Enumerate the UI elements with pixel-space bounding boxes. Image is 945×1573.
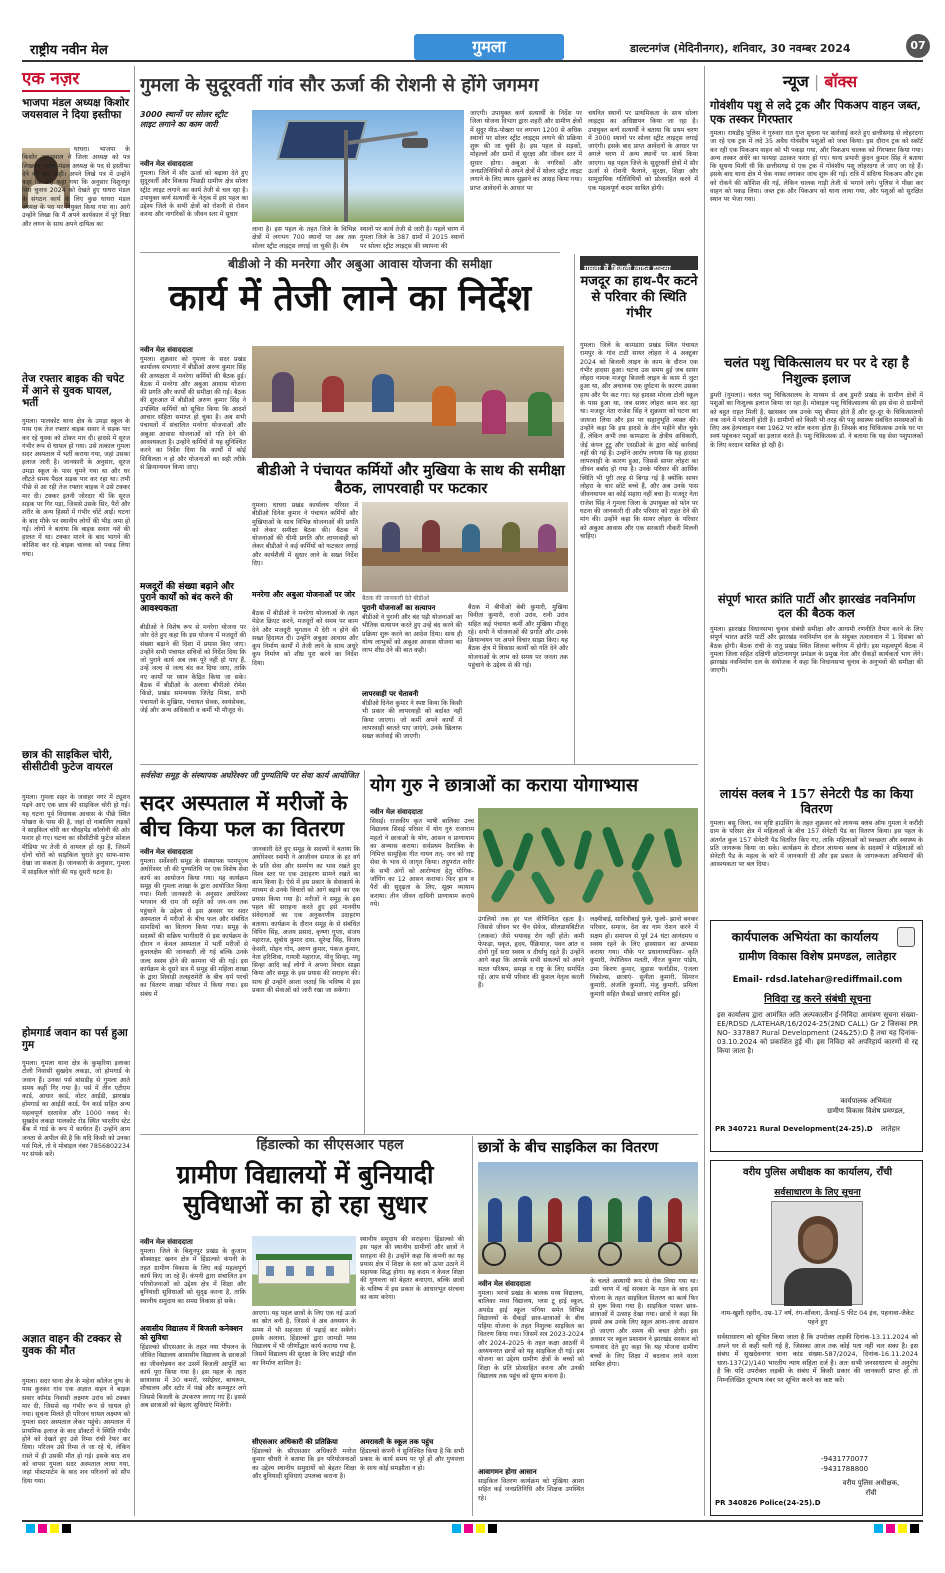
ghaghra-headline: बीडीओ ने पंचायत कर्मियों और मुखिया के साथ की समीक्षा बैठक, लापरवाही पर फटकार [257, 462, 565, 497]
story-title: अज्ञात वाहन की टक्कर से युवक की मौत [22, 1333, 122, 1357]
story-title: चलंत पशु चिकित्सालय घर पर दे रहा है निशुल्क इलाज [724, 356, 909, 387]
mazdoor-kicker: गुमला में बिजली लाइन हादसा [580, 256, 698, 270]
story-text: बैठक में बीडीओ ने मनरेगा योजनाओं के तहत मेडेज क्रिएट करने, मजदूरों को समय पर काम देने और मजदूरी भुगतान में देरी न होने की सख्त हिदायत दी। उन्होंने अबुआ आवास और कूप निर्माण कार्यों में तेजी लाने के साथ अधूरे कूप निर्माण को शीघ्र पूरा करने का निर्देश दिया। [252, 610, 358, 667]
color-swatch [38, 1524, 47, 1533]
story-text: गुमला। भरनो प्रखंड के बालक मध्य विद्यालय, बालिका मध्य विद्यालय, प्लस टू हाई स्कूल, अपग्रेड हाई स्कूल पगिया समेत विभिन्न विद्यालयों के सैकड़ों छात्र-छात्राओं के बीच पहिया योजना के तहत निशुल्क साइकिल का वितरण किया गया। जिसमें सत्र 2023-2024 और 2024-2025 के तहत कक्षा आठवीं में अध्ययनरत छात्रों को यह साइकिल दी गई। इस योजना का उद्देश्य ग्रामीण क्षेत्रों के बच्चों को शिक्षा के प्रति प्रोत्साहित करना और उनकी विद्यालय तक पहुंच को सुगम बनाना है। [478, 1290, 584, 1380]
section-rule [140, 764, 698, 765]
story-text: गुमला। जिले के बिशुनपुर प्रखंड के कुजाम बॉक्साइट खनन क्षेत्र में हिंडाल्को कंपनी के तहत ग्रामीण विकास के लिए कई महत्वपूर्ण कार्य किए जा रहे हैं। कंपनी द्वारा संचालित इन परियोजनाओं को उद्देश्य क्षेत्र में शिक्षा और बुनियादी सुविधाओं को सुदृढ़ करना है, ताकि स्थानीय समुदाय का समग्र विकास हो सके। [140, 1248, 246, 1305]
story-title: संपूर्ण भारत क्रांति पार्टी और झारखंड नवनिर्माण दल की बैठक कल [717, 592, 916, 620]
sub-heading: आवागमन होगा आसान [478, 1468, 537, 1476]
color-swatch [26, 1524, 35, 1533]
story-text: आएगा। यह पहल छात्रों के लिए एक नई ऊर्जा का स्रोत बनी है, जिससे वे अब अध्ययन के समय में भी सहजता से पढ़ाई कर सकेंगे। इसके अलावा, हिंडाल्को द्वारा जामडी मध्य विद्यालय में भी जीर्णोद्धार कार्य कराया गया है, जिसमें विद्यालय की सुरक्षा के लिए बाउंड्री वॉल का निर्माण शामिल है। [252, 1310, 356, 1367]
ad-title: कार्यपालक अभियंता का कार्यालय [731, 930, 879, 944]
ad-subtitle: ग्रामीण विकास विशेष प्रमण्डल, लातेहार [738, 950, 897, 963]
school-kicker: हिंडाल्को का सीएसआर पहल [256, 1137, 404, 1153]
story-text: गुमला। शुक्रवार को गुमला के सदर प्रखंड कार्यालय सभागार में बीडीओ अरुण कुमार सिंह की अध्यक्षता में मनरेगा कर्मियों की बैठक हुई। बैठक में मनरेगा और अबुआ आवास योजना की प्रगति और कार्यों की समीक्षा की गई। बैठक की शुरुआत में बीडीओ अरुण कुमार सिंह ने उपस्थित कर्मियों को सूचित किया कि आदर्श आचार संहिता समाप्त हो चुका है। अब सभी पंचायतों में संचालित मनरेगा योजनाओं और अबुआ आवास योजनाओं को गति देने की आवश्यकता है। उन्होंने कर्मियों से यह सुनिश्चित करने का निर्देश दिया कि कार्यों में कोई शिथिलता न हो और योजनाओं का सही तरीके से क्रियान्वयन किया जाए। [140, 356, 246, 471]
ek-nazar-label: एक नज़र [22, 66, 130, 92]
phone-number: -9431770077 [821, 1455, 869, 1463]
bdo-meeting-photo [252, 346, 564, 458]
story-text: गुमला। सर्वेश्वरी समूह के संस्थापक परमपूज्य अघोरेश्वर जी की पुण्यतिथि पर एक विशेष सेवा कार्य का आयोजन किया गया। यह कार्यक्रम समूह की गुमला शाखा के द्वारा आयोजित किया गया। मिली जानकारी के अनुसार अघोरेश्वर भगवान श्री राम जी स्मृति को जन-जन तक पहुंचाने के उद्देश्य से इस अवसर पर सदर अस्पताल में मरीजों के बीच फल और संबंधित सामग्रियों का वितरण किया गया। समूह के सदस्यों की सक्रिय भागीदारी से इस कार्यक्रम के दौरान न केवल अस्पताल में भर्ती मरीजों से कुशलक्षेम की जानकारी ली गई बल्कि उनके जल्द स्वस्थ होने की कामना भी की गई। इस कार्यक्रम के दूसरे सत्र में समूह की महिला शाखा के द्वारा शिवाड़ी तलहरामेरी के बीच धर्म परचों का वितरण शाखा परिसर में किया गया। इस संबंध में [140, 858, 248, 998]
bdo-kicker: बीडीओ ने की मनरेगा और अबुआ आवास योजना की समीक्षा [228, 257, 492, 271]
story-text: साइकिल वितरण कार्यक्रम को मुखिया आशा सहित कई जनप्रतिनिधि और शिक्षक उपस्थित रहे। [478, 1478, 584, 1502]
color-swatch [452, 1524, 461, 1533]
story-text: बीडीओ ने पुरानी और बंद पड़ी योजनाओं का भौतिक सत्यापन करते हुए उन्हें बंद करने की प्रक्रिया शुरू करने का आदेश दिया। साथ ही योग्य लाभुकों को अबुआ आवास योजना का लाभ शीघ्र देने की बात कही। [362, 614, 462, 655]
color-swatch [886, 1524, 895, 1533]
story-text: लाना है। इस पहल के तहत जिले के विभिन्न क्षेत्रों में लगभग 700 स्थानों पर अब तक सोलर स्ट्रीट लाइट्स लगाई जा चुकी हैं। शेष [252, 226, 356, 250]
column-rule [574, 254, 575, 764]
story-title: छात्र की साइकिल चोरी, सीसीटीवी फुटेज वायरल [22, 749, 113, 773]
story-text: स्थानीय समुदाय की सराहना। हिंडाल्को की इस पहल की स्थानीय ग्रामीणों और छात्रों ने सराहना की है। उन्होंने कहा कि कंपनी का यह प्रयास क्षेत्र में शिक्षा के स्तर को ऊपर उठाने में सहायक सिद्ध होगा। यह कदम न केवल शिक्षा की गुणवत्ता को बेहतर बनाएगा, बल्कि छात्रों के भविष्य में इस प्रकार के आधारभूत संरचना का काम करेगा। [360, 1236, 464, 1302]
section-rule [140, 252, 560, 253]
column-rule [364, 770, 365, 1134]
story-text: घाघरा। भाजपा के किशोर जयसवाल ने जिला अध्यक्ष को पत्र लिखकर घाघरा मंडल अध्यक्ष के पद से इस्तीफा देने की बात कही। अपने लिखे पत्र में उन्होंने कहा कि उन्हें कहा गया कि अनुसार विशुनपुर विस चुनाव 2024 को देखते हुए घाघरा मंडल के संगठन कार्य के लिए कुछ घाघरा मंडल अध्यक्ष के पद पर नियुक्त किया गया था। आगे उन्होंने लिखा कि मैं अपने कार्यकाल में पूरे निष्ठा और लगन के साथ अपने दायित्व का [22, 146, 130, 228]
story-text: गुमला। रायडीह पुलिस ने गुरुवार रात गुप्त सूचना पर कार्रवाई करते हुए छत्तीसगढ़ से लोहरदगा जा रहे एक ट्रक में लदे 35 अवैध गोवंशीय पशुओं को जब्त किया। इस दौरान ट्रक को स्कॉर्ट कर रही एक पिकअप वाहन को भी पकड़ा गया, और पिकअप चालक को गिरफ्तार किया गया। अन्य तस्कर अंधेरे का फायदा उठाकर फरार हो गए। थाना प्रभारी कुंदन कुमार सिंह ने बताया कि सूचना मिली थी कि छत्तीसगढ़ से एक ट्रक में गोवंशीय पशु लोहरदगा ले जाए जा रहे हैं। इसके बाद थाना क्षेत्र में चेक नाका लगाकर जांच शुरू की गई। रात्रि में संदिग्ध पिकअप और ट्रक को रोकने की कोशिश की गई, लेकिन चालक गाड़ी तेजी से भगाने लगे। पुलिस ने पीछा कर वाहन को पकड़ लिया। जब्त ट्रक और पिकअप को थाना लाया गया, और पशुओं को सुरक्षित स्थान पर भेजा गया। [710, 130, 923, 204]
phone-number: -9431788800 [821, 1465, 869, 1473]
ek-nazar-column [22, 66, 130, 1516]
cycle-headline: छात्रों के बीच साइकिल का वितरण [478, 1139, 659, 1156]
story-text: जाएगी। उपायुक्त कर्ण सत्यार्थी के निर्देश पर जिला योजना विभाग द्वारा शहरी और ग्रामीण क्षेत्रों में सुदूर मीठ-पोखरा पर लगभग 1200 से अधिक स्थानों पर सोलर स्ट्रीट लाइट्स लगाने की प्रक्रिया शुरू की जा चुकी है। इस पहल से सड़कों, मोहल्लों और ग्रामों में सुरक्षा और जीवन स्तर में सुधार होगा। अबुआ के नगरिकों और जनप्रतिनिधियों से अपने क्षेत्रों में सोलर स्ट्रीट लाइट लगाने के लिए स्थान सुझाने का आग्रह किया गया। प्राप्त आवेदनों के आधार पर [470, 110, 582, 192]
story-title: भाजपा मंडल अध्यक्ष किशोर जयसवाल ने दिया इस्तीफा [22, 97, 130, 121]
sub-heading: मजदूरों की संख्या बढ़ाने और पुराने कार्यों को बंद करने की आवश्यकता [140, 582, 234, 614]
solar-callout: 3000 स्थानों पर सोलर स्ट्रीट लाइट लगाने का काम जारी [140, 110, 228, 129]
byline: नवीन मेल संवाददाता [140, 160, 193, 168]
story-text: गुमला। जिले में सौर ऊर्जा को बढ़ावा देते हुए सुदूरवर्ती और विकास पिछड़ी ग्रामीण क्षेत्र सोलर स्ट्रीट लाइट लगाने का कार्य तेजी से चल रहा है। उपायुक्त कर्ण सत्यार्थी के नेतृत्व में इस पहल का उद्देश्य जिले के सभी क्षेत्रों को रोशनी से रोशन करना और नागरिकों के जीवन स्तर में सुधार [140, 170, 248, 219]
color-swatch [910, 1524, 919, 1533]
story-title: तेज रफ्तार बाइक की चपेट में आने से युवक घायल, भर्ती [22, 373, 124, 409]
ad-notice-title: सर्वसाधारण के लिए सूचना [774, 1188, 861, 1198]
story-text: हिंडाल्को कंपनी ने सुनिश्चित किया है कि सभी प्रकार के कार्य समय पर पूरे हों और गुणवत्ता के साथ कोई समझौता न हो। [360, 1448, 464, 1472]
ad-pr-number: PR 340826 Police(24-25).D [715, 1499, 821, 1507]
story-text: डुमरी (गुमला)। चलंत पशु चिकित्सालय के माध्यम से अब डुमरी प्रखंड के ग्रामीण क्षेत्रों में पशुओं का निःशुल्क इलाज किया जा रहा है। मोबाइल पशु चिकित्सालय की इस सेवा से ग्रामीणों को बहुत राहत मिली है, खासकर जब उनके पशु बीमार होते हैं और दूर-दूर के चिकित्सालयों तक जाने में परेशानी होती है। ग्रामीणों को किसी भी तरह की पशु स्वास्थ्य संबंधित समस्याओं के लिए अब हेल्पलाइन नंबर 1962 पर कॉल करना होता है। जिसके बाद चिकित्सक उनके घर पर स्वयं पहुंचकर पशुओं का इलाज करते हैं। पशु चिकित्सक डॉ. ने बताया कि यह सेवा पशुपालकों के लिए वरदान साबित हो रही है। [710, 392, 923, 449]
section-rule [140, 1134, 698, 1135]
color-swatch [898, 1524, 907, 1533]
story-text: बीडीओ दिनेश कुमार ने स्पष्ट किया कि किसी भी प्रकार की लापरवाही को बर्दाश्त नहीं किया जाएगा। जो कर्मी अपने कार्यों में लापरवाही बरतते पाए जाएंगे, उनके खिलाफ सख्त कार्रवाई की जाएगी। [362, 700, 463, 741]
byline: नवीन मेल संवाददाता [140, 1238, 193, 1246]
ad-pr-number: PR 340721 Rural Development(24-25).D [715, 1125, 873, 1133]
photo-caption: नाम-खुशी रहरीन, उम्र-17 वर्ष, रंग-साँवला, ऊँचाई-5 फीट 04 इंच, पहनावा-जैकेट पहने हुए [720, 1309, 915, 1326]
byline: नवीन मेल संवाददाता [478, 1280, 531, 1288]
color-swatch [874, 1524, 883, 1533]
ad-notice-title: निविदा रद्द करने संबंधी सूचना [764, 994, 871, 1005]
story-text: लक्ष्मीबाई, सावित्रीबाई फुले, फूलो- झानो बनकर परिवार, समाज, देश का नाम रोशन करने में सक्षम हों। समापन से पूर्व 24 घंटा आनंदमय व स्वस्थ रहने के लिए हास्यासन का अभ्यास कराया गया। मौके पर प्रधानाध्यापिका- कृति कुमारी, नेपोलियन मलती, नीरज कुमार पांडेय, उमा किरण कुमार, सुहास फर्नांडीस, एंजला निकोल्स, छात्राएं- सुनीता कुमारी, सिमरन कुमारी, अंजलि कुमारी, मंजु कुमारी, प्रमिला कुमारी सहित सैकड़ों छात्राएं शामिल हुईं। [590, 916, 698, 998]
hospital-headline: सदर अस्पताल में मरीजों के बीच किया फल का वितरण [140, 790, 348, 841]
ad-signature: ग्रामीण विकास विशेष प्रमण्डल, [827, 1107, 905, 1115]
print-registration-bar [22, 1520, 923, 1532]
dateline: डाल्टनगंज (मेदिनीनगर), शनिवार, 30 नवम्बर 2024 [630, 42, 851, 55]
column-rule [472, 1136, 473, 1516]
solar-streetlight-photo [252, 110, 464, 222]
sub-heading: सीएसआर अधिकारी की प्रतिक्रिया [252, 1438, 338, 1446]
cycle-distribution-photo [478, 1162, 698, 1274]
story-title: गोवंशीय पशु से लदे ट्रक और पिकअप वाहन जब्त, एक तस्कर गिरफ्तार [710, 98, 922, 126]
byline: नवीन मेल संवाददाता [140, 346, 193, 354]
story-text: जानकारी देते हुए समूह के सदस्यों ने बताया कि अघोरेश्वर स्वामी ने आजीवन समाज के हर वर्ग के प्रति सेवा और समर्पण का भाव रखते हुए विश्व स्तर पर एक उदाहरण सामने रखते का काम किया है। ऐसे में इस प्रकार के सेवाकार्य के माध्यम से उनके विचारों को आगे बढ़ाने का एक प्रयास किया गया है। मरीजों ने समूह के इस पहल की सराहना करते हुए इसे मानवीय संवेदनाओं का एक अनुकरणीय उदाहरण बताया। कार्यक्रम के दौरान समूह के से संबंधित विपिन सिंह, अजय प्रसाद, कृष्णा गुप्ता, संजय महाराज, सुबोध कुमार दास, सुरेन्द्र सिंह, विजय केसरी, मोहन गोप, अरुण कुमार, पंकज कुमार, नेता हरिशिवा, गायत्री महाराज, मीनू सिन्हा, मधु सिन्हा आदि कई लोगों ने अपना विचार साझा किया और समूह के इस प्रयास की सराहना की। साथ ही उन्होंने आशा जताई कि भविष्य में इस प्रकार की सेवाओं को जारी रखा जा सकेगा। [252, 846, 360, 995]
color-swatch [50, 1524, 59, 1533]
story-text: गुमला। जिले के कामडारा प्रखंड स्थित पंचायत रामपुर के गांव टाटी सायर लोहरा ने 4 अक्टूबर 2024 को बिजली लाइन के काम के दौरान एक गंभीर हादसा हुआ। घटना उस समय हुई जब सायर लोहरा नामक मजदूर बिजली लाइन के काम में जुटा हुआ था, और अचानक एक दुर्घटना के कारण उसका हाथ और पैर कट गए। यह हादसा मोरला टोली स्कूल के पास हुआ था, जब सायर लोहरा काम कर रहा था। मजदूर नेता राजेश सिंह ने शुक्रवार को घटना का जायजा लिया और इस पर सहानुभूति व्यक्त की। उन्होंने कहा कि इस हादसे के तीन महीने बीत चुके हैं, लेकिन अभी तक कामडारा के क्षेत्रीय अधिकारी, जेई कंपन टूटू और एसडीओ के द्वारा कोई कार्रवाई नहीं की गई है। उन्होंने आरोप लगाया कि यह हादसा लापरवाही के कारण हुआ, जिससे सायर लोहरा का जीवन बर्बाद हो गया है। उनके परिवार की आर्थिक स्थिति भी पूरी तरह से बिगड़ गई है क्योंकि सायर लोहरा के चार छोटे बच्चे हैं, और अब उनके पास जीवनयापन का कोई सहारा नहीं बचा है। मजदूर नेता राजेश सिंह ने गुमला जिला के उपायुक्त को फोन पर घटना की जानकारी दी और परिवार को राहत देने की मांग की। उन्होंने कहा कि सायर लोहरा के परिवार को अबुआ आवास और एक सरकारी नौकरी मिलनी चाहिए। [580, 342, 698, 540]
story-text: उंगलियों तक हर पल वीणिन्दित रहता है। जिससे जीवन भर चैन सेवेज, सीलडायबिटीज (लकवा) जैसे भयावह रोग नहीं होते। कमी फेफड़ा, यकृत, हृदय, पैंक्रियाज़, पवन आंत व दोनों गुर्दे सदा स्वस्थ व दीर्घायु रहते हैं। उन्होंने आगे कहा कि आपके सभी संकल्पों को अपने सतत परिश्रम, समझ व राष्ट्र के लिए समर्पित रहें। आप सभी परिवार की कुशल नेतृत्व करती हैं। [478, 916, 584, 990]
color-swatch [62, 1524, 71, 1533]
sub-heading: लापरवाही पर चेतावनी [362, 690, 419, 698]
story-text: गुमला। गुमला थाना क्षेत्र के कुम्हरिया इलाका टोली निवासी सुखदेव लकड़ा, जो होमगार्ड के जवान हैं। उनका पर्स बांसडीह से गुमला आते समय कहीं गिर गया है। पर्स में तीन एटीएम कार्ड, आधार कार्ड, वोटर आईडी, झारखंड होमगार्ड का आईडी कार्ड, पैन कार्ड सहित अन्य महत्वपूर्ण दस्तावेज और 1000 नकद थे। सुखदेव लकड़ा पालकोट रोड स्थित भारतीय स्टेट बैंक में गार्ड के रूप में कार्यरत हैं। उन्होंने आम जनता से अपील की है कि यदि किसी को उनका पर्स मिले, तो वे मोबाइल नंबर 7856802234 पर संपर्क करें। [22, 1060, 130, 1159]
news-box-label: न्यूज | बॉक्स [782, 72, 858, 91]
story-text: के चलते अस्थायी रूप से रोक लिया गया था। उसी चरण में नई सरकार के गठन के बाद इस योजना के तहत साइकिल वितरण का कार्य फिर से शुरू किया गया है। साइकिल पाकर छात्र-छात्राओं में उत्साह देखा गया। छात्रों ने कहा कि इससे अब उनके लिए स्कूल आना-जाना आसान हो जाएगा और समय की बचत होगी। इस अवसर पर स्कूल प्रशासन ने झारखंड सरकार को धन्यवाद देते हुए कहा कि यह योजना ग्रामीण बच्चों के लिए शिक्षा में बदलाव लाने वाला साबित होगा। [590, 1278, 698, 1368]
column-rule [134, 66, 135, 1516]
color-swatch [476, 1524, 485, 1533]
ad-email: Email- rdsd.latehar@rediffmail.com [732, 975, 903, 985]
ad-signature: लातेहार [881, 1125, 900, 1133]
mazdoor-headline: मजदूर का हाथ-पैर कटने से परिवार की स्थिति गंभीर [580, 274, 698, 321]
story-text: हिंडाल्को के सीएसआर अधिकारी मनोज कुमार चौधरी ने बताया कि इन परियोजनाओं का उद्देश्य स्थानीय समुदायों को बेहतर शिक्षा और बुनियादी सुविधाएं उपलब्ध कराना है। [252, 1448, 356, 1480]
lead-headline: गुमला के सुदूरवर्ती गांव सौर ऊर्जा की रोशनी से होंगे जगमग [140, 75, 539, 96]
tender-notice-ad [710, 920, 923, 1152]
ad-text: सर्वसाधारण को सूचित किया जाता है कि उपरोक्त लड़की दिनांक-13.11.2024 को अपने घर से कहीं चली गई है, जिसका आज तक कोई पता नहीं चल सका है। इस संबंध में सुखदेवनगर थाना कांड संख्या-587/2024, दिनांक-16.11.2024 धारा-137(2)/140 भारतीय न्याय संहिता दर्ज है। अतः सभी जनसाधारण से अनुरोध है कि यदि उपरोक्त लड़की के संबंध में किसी प्रकार की जानकारी प्राप्त हो तो निम्नलिखित दूरभाष नंबर पर सूचित करने का कष्ट करें। [717, 1333, 918, 1384]
ad-title: वरीय पुलिस अधीक्षक का कार्यालय, राँची [742, 1167, 893, 1178]
missing-person-photo [771, 1201, 863, 1305]
color-swatch [464, 1524, 473, 1533]
story-text: स्थानों पर कार्य तेजी से जारी है। पहले चरण में गुमला जिले के 387 ग्रामों में 2015 स्थानों पर सोलर स्ट्रीट लाइट्स की स्थापना की [360, 226, 464, 250]
story-text: गुमला। झारखंड विधानसभा चुनाव संबंधी समीक्षा और आगामी रणनीति तैयार करने के लिए संपूर्ण भारत क्रांति पार्टी और झारखंड नवनिर्माण दल के संयुक्त तत्वावधान में 1 दिसंबर को बैठक होगी। बैठक रांची के रातू प्रखंड स्थित शिलवा बनीगम में होगी। इस महत्वपूर्ण बैठक में गुमला जिला सहित दक्षिणी छोटानागपुर प्रमंडल के प्रमुख नेता और सैकड़ों कार्यकर्ता भाग लेंगे। झारखंड नवनिर्माण दल के संयोजक ने कहा कि विधानसभा चुनाव के अनुभवों की समीक्षा की जाएगी। [710, 626, 923, 675]
color-swatch [488, 1524, 497, 1533]
story-text: गुमला। बसु जिला, नव सृष्टि हाउसिंग के तहत शुक्रवार को लायन्स क्लब ऑफ गुमला ने करौंदी ग्राम के परिसर क्षेत्र में महिलाओं के बीच 157 सेनेटरी पैड का वितरण किया। इस पहल के अंतर्गत कुल 157 सेनेटरी पैड वितरित किए गए, ताकि महिलाओं को स्वच्छता और स्वास्थ्य के प्रति जागरूक किया जा सके। कार्यक्रम के दौरान लायन्स क्लब के सदस्यों ने महिलाओं को सेनेटरी पैड के महत्व के बारे में जानकारी दी और इस प्रकार के जागरूकता अभियानों की आवश्यकता पर बल दिया। [710, 820, 923, 869]
ghaghra-meeting-photo [362, 502, 568, 592]
paper-name: राष्ट्रीय नवीन मेल [30, 43, 108, 58]
sub-heading: अमरावती के स्कूल तक पहुंच [360, 1438, 434, 1446]
hospital-kicker: सर्वसेवा समूह के संस्थापक अघोरेश्वर जी पुण्यतिथि पर सेवा कार्य आयोजित [140, 771, 359, 780]
school-headline: ग्रामीण विद्यालयों में बुनियादी सुविधाओं का हो रहा सुधार [176, 1160, 434, 1219]
story-text: गुमला। घाघरा प्रखंड कार्यालय परिसर में बीडीओ दिनेश कुमार ने पंचायत कर्मियों और मुखियाओं के साथ विभिन्न योजनाओं की प्रगति को लेकर समीक्षा बैठक की। बैठक में योजनाओं की धीमी प्रगति और लापरवाही को लेकर बीडीओ ने कई कर्मियों को फटकार लगाई और कार्यशैली में सुधार लाने के सख्त निर्देश दिए। [252, 502, 358, 568]
story-text: हिंडाल्को सीएसआर के तहत नया पौपलन के जीवित विद्यालय आवासीय विद्यालय के छात्राओं का जीवनोन्नयन कर उसमें बिजली आपूर्ति का कार्य पूरा किया गया है। इस पहल के तहत छात्रावास में 30 कमरों, रसोईघर, बाथरूम, शौचालय और स्टोर में पंखे और कम्प्यूटर लगे जिससे बिजली के उपकरण लगाए गए हैं। इससे अब छात्राओं को बेहतर सुविधाएं मिलेंगी। [140, 1344, 246, 1410]
news-box [710, 66, 923, 912]
story-text: गुमला। गुमला शहर के जवाहर नगर में ट्यूशन पढ़ने आए एक छात्र की साइकिल चोरी हो गई। यह घटना पूर्व विधायक आवास के पीछे स्थित पोखरा के पास की है, जहां दो नाबालिग लड़कों ने साइकिल चोरी कर चौदहपेंड कॉलोनी की ओर फरार हो गए। घटना का सीसीटीवी फुटेज सोशल मीडिया पर तेजी से वायरल हो रहा है, जिसमें दोनों चोरों को साइकिल चुराते हुए साफ-साफ देखा जा सकता है। जानकारी के अनुसार, गुमला में साइकिल चोरी की यह दूसरी घटना है। [22, 794, 130, 876]
yoga-photo [478, 808, 698, 912]
police-notice-ad [710, 1160, 923, 1516]
story-text: गुमला। पालकोट थाना क्षेत्र के उमड़ा स्कूल के पास एक तेज रफ्तार बाइक सवार ने सड़क पार कर रहे युवक को ठोकर मार दी। हादसे में सूरज गंभीर रूप से घायल हो गया। उसे तत्काल गुमला सदर अस्पताल में भर्ती कराया गया, जहां उसका इलाज जारी है। जानकारी के अनुसार, सूरज उमड़ा स्कूल के पास घूमने गया था और घर लौटते समय पैदल सड़क पार कर रहा था। तभी पीछे से आ रही तेज रफ्तार बाइक ने उसे टक्कर मार दी। टक्कर इतनी जोरदार थी कि सूरज सड़क पर गिर पड़ा, जिससे उसके सिर, पैरों और शरीर के अन्य हिस्सों में गंभीर चोटें आईं। घटना के बाद मौके पर स्थानीय लोगों की भीड़ जमा हो गई। लोगों ने बताया कि बाइक सवार नशे की हालत में था। टक्कर मारने के बाद भागने की कोशिश कर रहे बाइक चालक को पकड़ लिया गया। [22, 418, 130, 558]
page-number: 07 [906, 34, 930, 58]
ad-signature: वरीय पुलिस अधीक्षक, [842, 1479, 900, 1487]
ad-signature: राँची [865, 1489, 877, 1497]
sub-heading: पूरानी योजनाओं का सत्यापन [362, 604, 436, 612]
story-text: गुमला। सदर थाना क्षेत्र के महेना कॉलेज दुग्ध के पास कुरकर गांव एक अज्ञात वाहन ने बाइक सवार कॉमंड निवासी लक्ष्मण उरांव को टक्कर मार दी, जिससे वह गंभीर रूप से घायल हो गया। सूचना मिलते ही परिजन घायल लक्ष्मण को गुमला सदर अस्पताल लेकर पहुंचे। अस्पताल में प्राथमिक इलाज के बाद डॉक्टरों ने स्थिति गंभीर होने को देखते हुए उसे रिम्स रांची रेफर कर दिया। परिजन उसे रिम्स ले जा रहे थे, लेकिन रास्ते में ही उसकी मौत हो गई। इसके बाद शव को वापस गुमला सदर अस्पताल लाया गया, जहां पोस्टमार्टम के बाद शव परिजनों को सौंप दिया गया। [22, 1378, 130, 1485]
photo-caption: बैठक की जानकारी देते बीडीओ [362, 595, 430, 602]
story-title: लायंस क्लब ने 157 सेनेटरी पैड का किया वितरण [719, 786, 914, 816]
section-tab [414, 34, 564, 60]
byline: नवीन मेल संवाददाता [370, 808, 423, 816]
ad-text: इस कार्यालय द्वारा आमंत्रित अति अल्पकालीन ई-निविदा आमंत्रण सूचना संख्या- EE/RDSD /LATEHAR/16/2024-25(2ND CALL) Gr 2 जिसका PR NO- 337887 Rural Development (24&25):D है तथा यह दिनांक- 03.10.2024 को प्रकाशित हुई थी। इस निविदा को अपरिहार्य कारणों से रद्द किया जाता है। [717, 1011, 918, 1055]
ad-signature: कार्यपालक अभियंता [840, 1097, 892, 1105]
school-building-photo [252, 1236, 356, 1306]
section-title: गुमला [472, 37, 506, 56]
bdo-headline: कार्य में तेजी लाने का निर्देश [168, 277, 532, 319]
story-text: सिसई। राजकीय कृत भाषी बालिका उच्च विद्यालय सिसई परिसर में योग गुरु राजाराम महतो ने छात्राओं के योग, आसन व प्राणायाम का अभ्यास कराया। सर्वप्रथम दैशात्रिक के निमित्त सामूहिक गीत गायन तत्- जन को राष्ट्र सेवा के भाव से जागृत किया। तदुपरांत शरीर के सभी अंगों को आरोग्यता हेतु योगिक- जॉगिंग का 12 आसन कराया। फिर हाथ व पैरों की सुदृढ़ता के लिए, सूक्ष्म व्यायाम कराया। तीन जीवन दायिनी प्राणायाम कराये गये। [370, 818, 474, 908]
story-text: बीडीओ ने विशेष रूप से मनरेगा योजना पर जोर देते हुए कहा कि इस योजना में मजदूरों की संख्या बढ़ाने की दिशा में प्रयास किए जाए। उन्होंने सभी पंचायत सचिवों को निर्देश दिया कि जो पुराने कार्य अब तक पूरे नहीं हो पाए हैं, उन्हें जल्द से जल्द बंद कर दिया जाए, ताकि नए कार्यों पर ध्यान केंद्रित किया जा सके। बैठक में बीडीओ के अलावा बीपीओ रोमेश किंडो, प्रखंड समन्वयक जितेंद्र मिश्रा, सभी पंचायतों के मुखिया, पंचायत सेवक, स्वयंसेवक, जेई और अन्य अधिकारी व कर्मी भी मौजूद थे। [140, 624, 246, 714]
story-title: होमगार्ड जवान का पर्स हुआ गुम [22, 1027, 128, 1051]
byline: नवीन मेल संवाददाता [140, 848, 193, 856]
sub-heading: मनरेगा और अबुआ योजनाओं पर जोर [252, 590, 355, 599]
masthead [22, 32, 926, 62]
column-rule [704, 66, 705, 1516]
yoga-headline: योग गुरु ने छात्राओं का कराया योगाभ्यास [370, 775, 639, 796]
emblem-icon [897, 927, 915, 947]
story-text: बैठक में बीपीओ बेबी कुमारी, मुखिया विनीता कुमारी, राजो उरांव, रानी उरांव सहित कई पंचायत कर्मी और मुखिया मौजूद रहे। सभी ने योजनाओं की प्रगति और उनके क्रियान्वयन पर अपने विचार साझा किए। यह बैठक क्षेत्र में विकास कार्यों को गति देने और योजनाओं के लाभ को समय पर जनता तक पहुंचाने के उद्देश्य से की गई। [468, 604, 568, 670]
story-text: चयनित स्थानों पर प्राथमिकता के साथ सोलर लाइट्स का अधिष्ठापन किया जा रहा है। उपायुक्त कर्ण सत्यार्थी ने बताया कि प्रथम चरण में 3000 स्थानों पर सोलर स्ट्रीट लाइट्स लगाई जाएंगी। इसके बाद प्राप्त आवेदनों के आधार पर अगले चरण में अन्य स्थानों पर कार्य किया जाएगा। यह पहल जिले के सुदूरवर्ती क्षेत्रों में सौर ऊर्जा से रोशनी फैलाने, सुरक्षा, शिक्षा और सामुदायिक गतिविधियों को प्रोत्साहित करने में एक महत्वपूर्ण कदम साबित होगी। [588, 110, 698, 192]
sub-heading: अवासीय विद्यालय में बिजली कनेक्शन को सुविधा [140, 1324, 243, 1342]
